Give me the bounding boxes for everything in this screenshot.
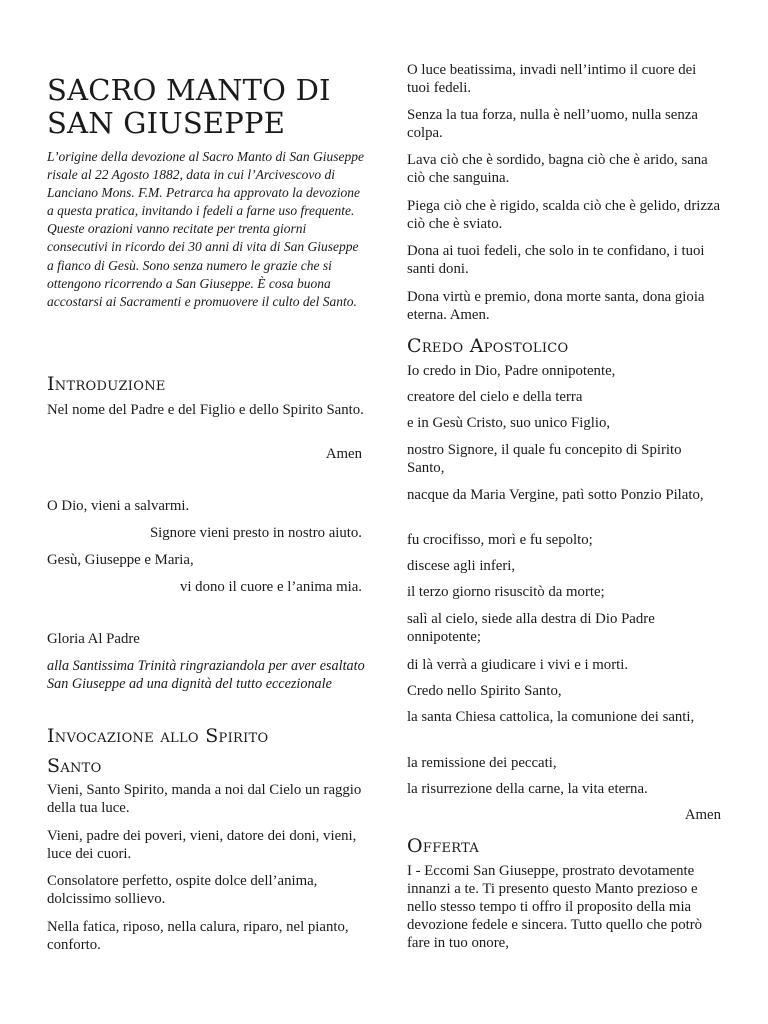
gloria-note: alla Santissima Trinità ringraziandola per aver esaltato San Giuseppe ad una dignità del tutto eccezionale: [47, 658, 365, 692]
credo-line: discese agli inferi,: [407, 558, 516, 574]
credo-line: nacque da Maria Vergine, patì sotto Ponzio Pilato,: [407, 487, 704, 503]
invocazione-line: Vieni, Santo Spirito, manda a noi dal Cielo un raggio della tua luce.: [47, 782, 362, 816]
credo-line: la risurrezione della carne, la vita eterna.: [407, 781, 648, 797]
versicle-2: Gesù, Giuseppe e Maria,: [47, 552, 194, 568]
response-1: Signore vieni presto in nostro aiuto.: [149, 525, 362, 541]
heading-credo: Credo Apostolico: [407, 335, 569, 357]
introduzione-amen: Amen: [325, 446, 362, 462]
heading-offerta: Offerta: [407, 835, 480, 857]
invocazione-line: Dona virtù e premio, dona morte santa, dona gioia eterna. Amen.: [407, 289, 705, 323]
response-2: vi dono il cuore e l’anima mia.: [179, 579, 362, 595]
credo-line: il terzo giorno risuscitò da morte;: [407, 584, 605, 600]
invocazione-line: Piega ciò che è rigido, scalda ciò che è gelido, drizza ciò che è sviato.: [407, 198, 721, 232]
invocazione-line: Lava ciò che è sordido, bagna ciò che è arido, sana ciò che sanguina.: [407, 152, 708, 186]
invocazione-line: Nella fatica, riposo, nella calura, riparo, nel pianto, conforto.: [47, 919, 349, 953]
credo-line: creatore del cielo e della terra: [407, 389, 583, 405]
gloria-al-padre: Gloria Al Padre: [47, 631, 140, 647]
credo-line: nostro Signore, il quale fu concepito di Spirito Santo,: [407, 442, 682, 476]
invocazione-line: Senza la tua forza, nulla è nell’uomo, nulla senza colpa.: [407, 107, 698, 141]
credo-line: la santa Chiesa cattolica, la comunione dei santi,: [407, 709, 695, 725]
heading-invocazione-line2: Santo: [47, 755, 102, 777]
credo-line: fu crocifisso, morì e fu sepolto;: [407, 532, 593, 548]
origin-note: L’origine della devozione al Sacro Manto di San Giuseppe risale al 22 Agosto 1882, data in cui l’Arcivescovo di Lanciano Mons. F.M. Petrarca ha approvato la devozione a questa pratica, invitando i fedeli a farne uso frequente. Queste orazioni vanno recitate per trenta giorni consecutivi in ricordo dei 30 anni di vita di San Giuseppe a fianco di Gesù. Sono senza numero le grazie che si ottengono ricorrendo a San Giuseppe. È cosa buona accostarsi ai Sacramenti e promuovere il culto del Santo.: [47, 149, 364, 309]
credo-line: la remissione dei peccati,: [407, 755, 557, 771]
offerta-text: I - Eccomi San Giuseppe, prostrato devotamente innanzi a te. Ti presento questo Manto prezioso e nello stesso tempo ti offro il proposito della mia devozione fedele e sincera. Tutto quello che potrò fare in tuo onore,: [407, 863, 703, 951]
invocazione-line: O luce beatissima, invadi nell’intimo il cuore dei tuoi fedeli.: [407, 62, 697, 96]
document-title: SACRO MANTO DI SAN GIUSEPPE: [47, 73, 331, 140]
heading-introduzione: Introduzione: [47, 373, 166, 395]
versicle-1: O Dio, vieni a salvarmi.: [47, 498, 190, 514]
heading-invocazione-line1: Invocazione allo Spirito: [47, 725, 269, 747]
credo-line: e in Gesù Cristo, suo unico Figlio,: [407, 415, 611, 431]
credo-line: Credo nello Spirito Santo,: [407, 683, 562, 699]
credo-amen: Amen: [684, 807, 721, 823]
invocazione-line: Consolatore perfetto, ospite dolce dell’anima, dolcissimo sollievo.: [47, 873, 318, 907]
introduzione-line: Nel nome del Padre e del Figlio e dello Spirito Santo.: [47, 402, 364, 418]
invocazione-line: Dona ai tuoi fedeli, che solo in te confidano, i tuoi santi doni.: [407, 243, 705, 277]
credo-line: di là verrà a giudicare i vivi e i morti.: [407, 657, 629, 673]
invocazione-line: Vieni, padre dei poveri, vieni, datore dei doni, vieni, luce dei cuori.: [47, 828, 357, 862]
credo-line: Io credo in Dio, Padre onnipotente,: [407, 363, 616, 379]
credo-line: salì al cielo, siede alla destra di Dio Padre onnipotente;: [407, 611, 655, 645]
